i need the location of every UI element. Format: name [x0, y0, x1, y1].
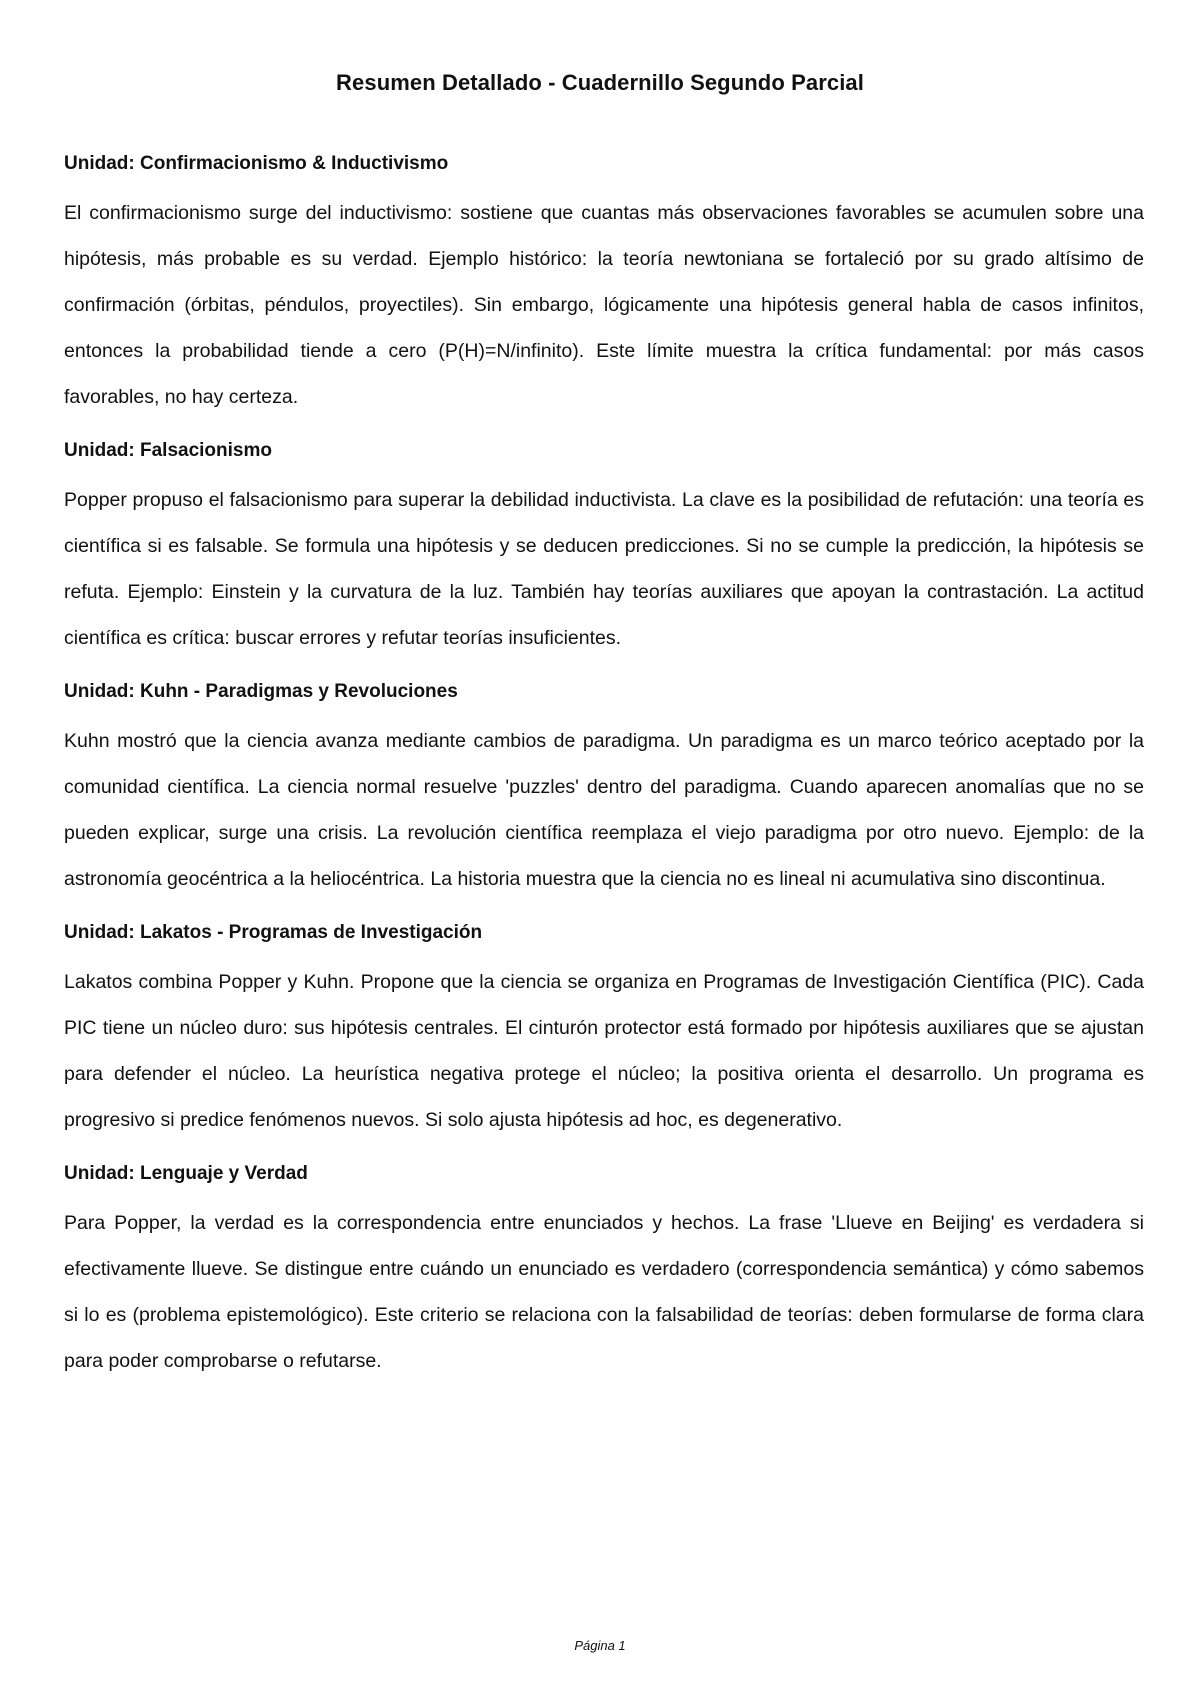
section-kuhn — [64, 678, 1144, 902]
section-lenguaje-verdad — [64, 1160, 1144, 1384]
document-title: Resumen Detallado - Cuadernillo Segundo Parcial — [336, 70, 864, 95]
section-confirmacionismo — [64, 150, 1144, 420]
section-body: El confirmacionismo surge del inductivismo: sostiene que cuantas más observaciones favorables se acumulen sobre una hipótesis, más probable es su verdad. Ejemplo histórico: la teoría newtoniana se fortaleció por su grado altísimo de confirmación (órbitas, péndulos, proyectiles). Sin embargo, lógicamente una hipótesis general habla de casos infinitos, entonces la probabilidad tiende a cero (P(H)=N/infinito). Este límite muestra la crítica fundamental: por más casos favorables, no hay certeza. — [64, 202, 1144, 408]
section-heading: Unidad: Lenguaje y Verdad — [64, 1163, 308, 1184]
section-body: Popper propuso el falsacionismo para superar la debilidad inductivista. La clave es la posibilidad de refutación: una teoría es científica si es falsable. Se formula una hipótesis y se deducen predicciones. Si no se cumple la predicción, la hipótesis se refuta. Ejemplo: Einstein y la curvatura de la luz. También hay teorías auxiliares que apoyan la contrastación. La actitud científica es crítica: buscar errores y refutar teorías insuficientes. — [64, 489, 1144, 649]
section-falsacionismo — [64, 437, 1144, 661]
section-lakatos — [64, 919, 1144, 1143]
section-heading: Unidad: Lakatos - Programas de Investigación — [64, 922, 483, 943]
page-number: Página 1 — [574, 1638, 626, 1653]
section-body: Kuhn mostró que la ciencia avanza mediante cambios de paradigma. Un paradigma es un marco teórico aceptado por la comunidad científica. La ciencia normal resuelve 'puzzles' dentro del paradigma. Cuando aparecen anomalías que no se pueden explicar, surge una crisis. La revolución científica reemplaza el viejo paradigma por otro nuevo. Ejemplo: de la astronomía geocéntrica a la heliocéntrica. La historia muestra que la ciencia no es lineal ni acumulativa sino discontinua. — [64, 730, 1144, 890]
section-body: Para Popper, la verdad es la correspondencia entre enunciados y hechos. La frase 'Llueve en Beijing' es verdadera si efectivamente llueve. Se distingue entre cuándo un enunciado es verdadero (correspondencia semántica) y cómo sabemos si lo es (problema epistemológico). Este criterio se relaciona con la falsabilidad de teorías: deben formularse de forma clara para poder comprobarse o refutarse. — [64, 1212, 1144, 1372]
section-heading: Unidad: Confirmacionismo & Inductivismo — [64, 153, 449, 174]
document-content — [64, 150, 1144, 1401]
section-heading: Unidad: Kuhn - Paradigmas y Revoluciones — [64, 681, 458, 702]
section-body: Lakatos combina Popper y Kuhn. Propone que la ciencia se organiza en Programas de Investigación Científica (PIC). Cada PIC tiene un núcleo duro: sus hipótesis centrales. El cinturón protector está formado por hipótesis auxiliares que se ajustan para defender el núcleo. La heurística negativa protege el núcleo; la positiva orienta el desarrollo. Un programa es progresivo si predice fenómenos nuevos. Si solo ajusta hipótesis ad hoc, es degenerativo. — [64, 971, 1144, 1131]
section-heading: Unidad: Falsacionismo — [64, 440, 272, 461]
